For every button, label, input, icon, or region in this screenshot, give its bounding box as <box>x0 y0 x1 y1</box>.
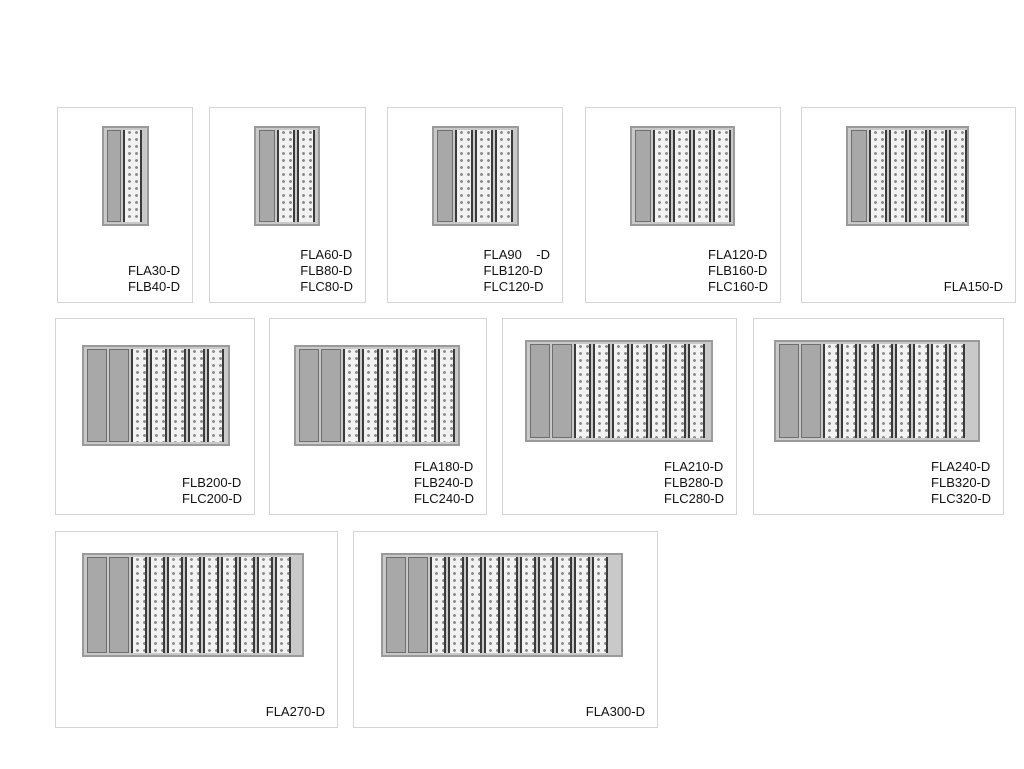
product-card-fla60 <box>209 107 366 303</box>
light-fixture-image <box>381 553 623 657</box>
light-fixture-image <box>432 126 519 226</box>
light-fixture-image <box>82 345 230 446</box>
model-label: FLC280-D <box>664 491 724 506</box>
led-module <box>653 130 671 222</box>
led-module <box>895 344 911 438</box>
led-module <box>419 349 436 442</box>
led-module <box>823 344 839 438</box>
product-card-fla150 <box>801 107 1016 303</box>
model-label: FLB160-D <box>708 263 768 278</box>
led-module <box>381 349 398 442</box>
led-module <box>631 344 648 438</box>
led-module <box>207 349 224 442</box>
model-label: FLB240-D <box>414 475 474 490</box>
model-label: FLC160-D <box>708 279 768 294</box>
led-module <box>203 557 219 653</box>
led-module <box>185 557 201 653</box>
led-module <box>909 130 927 222</box>
driver-bay <box>851 130 867 222</box>
product-card-fla120 <box>585 107 781 303</box>
model-label: FLB280-D <box>664 475 724 490</box>
led-module <box>713 130 731 222</box>
led-module <box>150 349 167 442</box>
led-module <box>673 130 691 222</box>
model-labels <box>944 279 1003 295</box>
led-module <box>455 130 473 222</box>
led-module <box>929 130 947 222</box>
model-label: FLA150-D <box>943 279 1003 294</box>
led-module <box>400 349 417 442</box>
product-card-fla30 <box>57 107 193 303</box>
driver-bay <box>259 130 275 222</box>
model-labels <box>414 459 474 507</box>
driver-bay <box>87 557 107 653</box>
led-module <box>520 557 536 653</box>
product-card-fla210 <box>502 318 737 515</box>
led-module <box>688 344 705 438</box>
led-module <box>913 344 929 438</box>
model-label: FLA270-D <box>265 704 325 719</box>
led-module <box>297 130 315 222</box>
led-module <box>484 557 500 653</box>
light-fixture-image <box>846 126 969 226</box>
led-module <box>574 344 591 438</box>
driver-bay <box>87 349 107 442</box>
driver-bay <box>299 349 319 442</box>
model-labels <box>128 263 180 295</box>
model-labels <box>484 247 550 295</box>
led-module <box>949 130 967 222</box>
product-card-flb200 <box>55 318 255 515</box>
driver-bay <box>635 130 651 222</box>
driver-bay <box>321 349 341 442</box>
model-label: FLB120-D <box>483 263 543 278</box>
model-label: FLA300-D <box>585 704 645 719</box>
model-labels <box>300 247 353 295</box>
led-module <box>239 557 255 653</box>
led-module <box>650 344 667 438</box>
light-fixture-image <box>82 553 304 657</box>
model-label: FLA90 -D <box>483 247 550 262</box>
model-label: FLC80-D <box>300 279 353 294</box>
model-label: FLA180-D <box>414 459 474 474</box>
led-module <box>438 349 455 442</box>
led-module <box>149 557 165 653</box>
model-label: FLA210-D <box>664 459 724 474</box>
driver-bay <box>386 557 406 653</box>
led-module <box>430 557 446 653</box>
model-labels <box>266 704 325 720</box>
led-module <box>167 557 183 653</box>
led-module <box>123 130 142 222</box>
driver-bay <box>107 130 121 222</box>
led-module <box>277 130 295 222</box>
model-labels <box>931 459 991 507</box>
led-module <box>574 557 590 653</box>
model-label: FLC320-D <box>931 491 991 506</box>
led-module <box>669 344 686 438</box>
led-module <box>877 344 893 438</box>
model-labels <box>708 247 768 295</box>
driver-bay <box>552 344 572 438</box>
led-module <box>538 557 554 653</box>
model-label: FLB200-D <box>182 475 242 490</box>
led-module <box>257 557 273 653</box>
model-label: FLA240-D <box>931 459 991 474</box>
model-label: FLC240-D <box>414 491 474 506</box>
driver-bay <box>801 344 821 438</box>
model-labels <box>586 704 645 720</box>
model-label: FLB40-D <box>127 279 180 294</box>
driver-bay <box>779 344 799 438</box>
led-module <box>362 349 379 442</box>
model-labels <box>182 475 242 507</box>
led-module <box>556 557 572 653</box>
light-fixture-image <box>630 126 735 226</box>
led-module <box>188 349 205 442</box>
led-module <box>931 344 947 438</box>
driver-bay <box>437 130 453 222</box>
model-labels <box>664 459 724 507</box>
led-module <box>593 344 610 438</box>
led-module <box>859 344 875 438</box>
product-card-fla300 <box>353 531 658 728</box>
led-module <box>495 130 513 222</box>
led-module <box>343 349 360 442</box>
model-label: FLB80-D <box>300 263 353 278</box>
led-module <box>592 557 608 653</box>
driver-bay <box>408 557 428 653</box>
driver-bay <box>109 349 129 442</box>
led-module <box>869 130 887 222</box>
led-module <box>466 557 482 653</box>
model-label: FLC200-D <box>182 491 242 506</box>
led-module <box>475 130 493 222</box>
model-label: FLA30-D <box>127 263 180 278</box>
product-card-fla270 <box>55 531 338 728</box>
led-module <box>131 349 148 442</box>
led-module <box>949 344 965 438</box>
model-label: FLC120-D <box>483 279 544 294</box>
product-card-fla180 <box>269 318 487 515</box>
light-fixture-image <box>294 345 460 446</box>
light-fixture-image <box>254 126 320 226</box>
led-module <box>275 557 291 653</box>
model-label: FLA120-D <box>708 247 768 262</box>
led-module <box>841 344 857 438</box>
model-label: FLB320-D <box>931 475 991 490</box>
light-fixture-image <box>774 340 980 442</box>
led-module <box>502 557 518 653</box>
led-module <box>221 557 237 653</box>
driver-bay <box>109 557 129 653</box>
led-module <box>131 557 147 653</box>
led-module <box>169 349 186 442</box>
led-module <box>448 557 464 653</box>
light-fixture-image <box>102 126 149 226</box>
product-card-fla90 <box>387 107 563 303</box>
product-card-fla240 <box>753 318 1004 515</box>
light-fixture-image <box>525 340 713 442</box>
led-module <box>612 344 629 438</box>
model-label: FLA60-D <box>300 247 353 262</box>
led-module <box>889 130 907 222</box>
driver-bay <box>530 344 550 438</box>
led-module <box>693 130 711 222</box>
